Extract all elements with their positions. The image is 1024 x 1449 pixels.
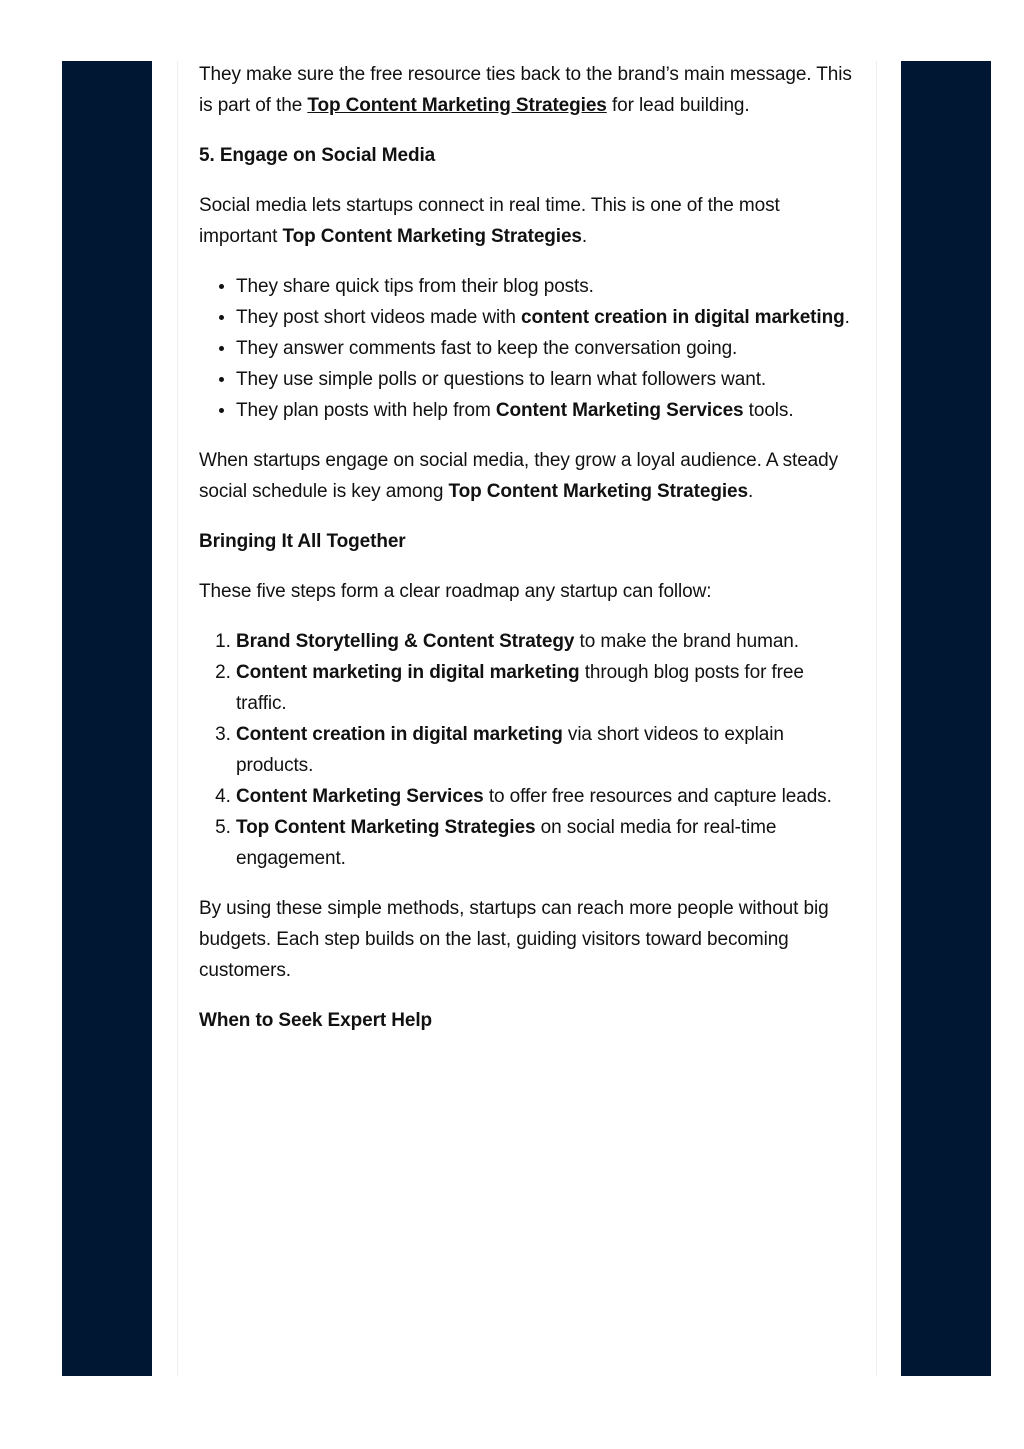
paragraph-text-end: .	[581, 226, 588, 247]
list-item	[236, 657, 859, 719]
paragraph-text: When startups engage on social media, they grow a loyal audience. A steady social schedule is key among	[199, 450, 838, 502]
list-item-bold: Content marketing in digital marketing	[236, 662, 580, 683]
list-item-text: through blog posts for free traffic.	[236, 662, 804, 714]
intro-text: They make sure the free resource ties back to the brand’s main message. This is part of the	[199, 64, 852, 116]
list-item-text: They post short videos made with	[236, 307, 522, 328]
intro-paragraph	[199, 59, 859, 121]
list-item-bold: Content Marketing Services	[495, 400, 744, 421]
section-heading-bringing-together: Bringing It All Together	[199, 531, 406, 552]
list-item	[236, 302, 859, 333]
roadmap-intro-paragraph: These five steps form a clear roadmap any startup can follow:	[199, 581, 712, 602]
list-item-bold: content creation in digital marketing	[521, 307, 845, 328]
list-item-bold: Content Marketing Services	[236, 786, 484, 807]
roadmap-steps-list	[199, 626, 859, 874]
list-item	[236, 781, 859, 812]
social-media-paragraph	[199, 190, 859, 252]
left-dark-panel	[62, 61, 152, 1376]
list-item-text: They answer comments fast to keep the conversation going.	[236, 338, 738, 359]
list-item-text: on social media for real-time engagement.	[236, 817, 777, 869]
right-dark-panel	[901, 61, 991, 1376]
bold-text: Top Content Marketing Strategies	[448, 481, 748, 502]
list-item-text: to make the brand human.	[574, 631, 799, 652]
social-closing-paragraph	[199, 445, 859, 507]
list-item-text-end: .	[844, 307, 850, 328]
paragraph-text-end: .	[747, 481, 754, 502]
intro-text-end: for lead building.	[606, 95, 750, 116]
list-item-bold: Brand Storytelling & Content Strategy	[236, 631, 575, 652]
list-item	[236, 333, 859, 364]
list-item-text: They plan posts with help from	[236, 400, 496, 421]
section-heading-expert-help: When to Seek Expert Help	[199, 1010, 433, 1031]
bold-text: Top Content Marketing Strategies	[282, 226, 582, 247]
section-heading-social-media: 5. Engage on Social Media	[199, 145, 436, 166]
list-item	[236, 395, 859, 426]
list-item-text-end: tools.	[743, 400, 794, 421]
list-item-text: They share quick tips from their blog posts.	[236, 276, 594, 297]
article-body	[199, 59, 859, 1055]
paragraph-text: Social media lets startups connect in real time. This is one of the most important	[199, 195, 780, 247]
list-item-bold: Top Content Marketing Strategies	[236, 817, 536, 838]
top-strategies-link[interactable]: Top Content Marketing Strategies	[307, 95, 607, 116]
summary-paragraph: By using these simple methods, startups can reach more people without big budgets. Each step builds on the last, guiding visitors toward becoming customers.	[199, 898, 829, 981]
list-item	[236, 364, 859, 395]
social-tips-list	[199, 271, 859, 426]
list-item-text: to offer free resources and capture leads.	[483, 786, 832, 807]
list-item	[236, 719, 859, 781]
list-item-bold: Content creation in digital marketing	[236, 724, 563, 745]
list-item-text: via short videos to explain products.	[236, 724, 784, 776]
list-item	[236, 812, 859, 874]
list-item	[236, 626, 859, 657]
list-item	[236, 271, 859, 302]
list-item-text: They use simple polls or questions to learn what followers want.	[236, 369, 767, 390]
